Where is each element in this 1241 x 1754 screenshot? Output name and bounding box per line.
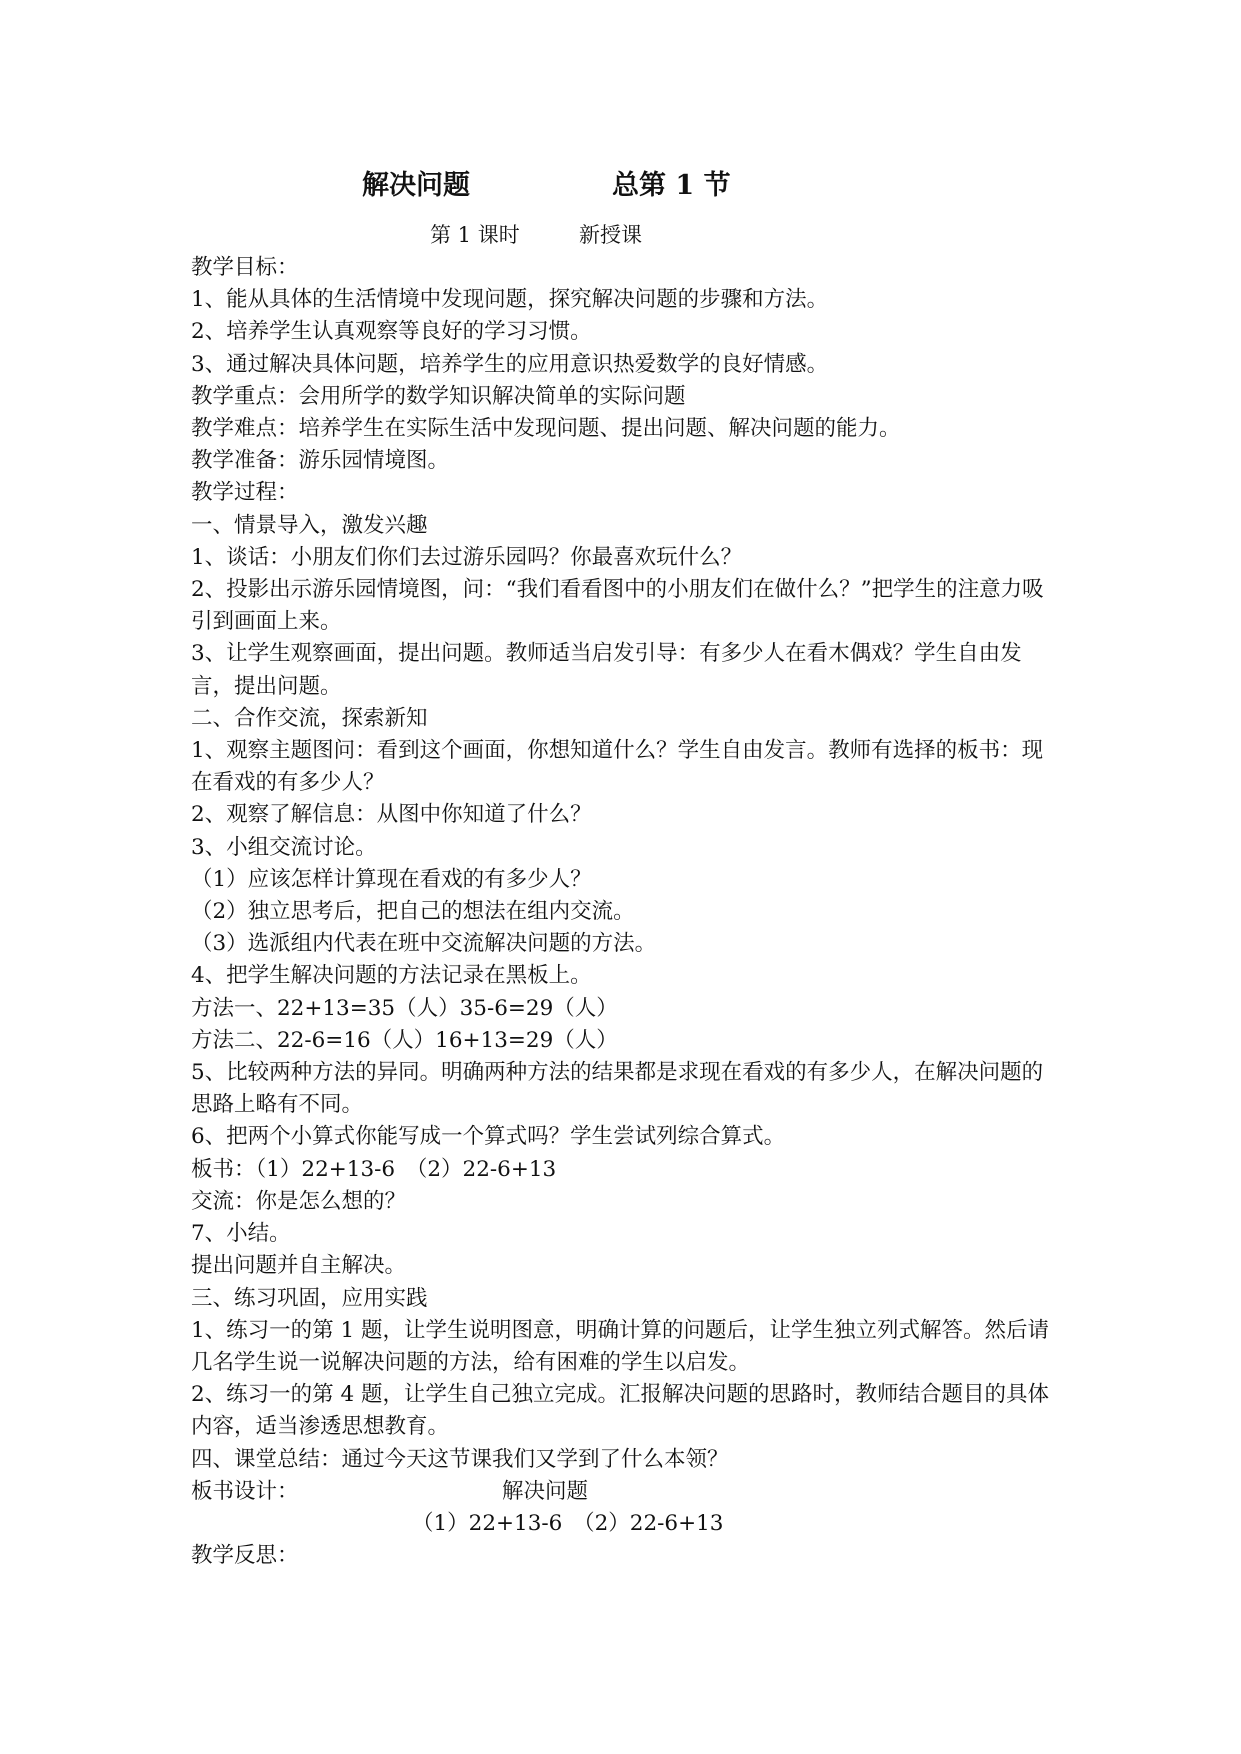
board-design-formulas: （1）22+13-6 （2）22-6+13: [412, 1510, 724, 1536]
method-line: 方法一、22+13=35（人）35-6=29（人）: [191, 995, 618, 1021]
section-item: 1、谈话：小朋友们你们去过游乐园吗？你最喜欢玩什么？: [191, 544, 743, 570]
difficult-point: 教学难点：培养学生在实际生活中发现问题、提出问题、解决问题的能力。: [191, 416, 901, 442]
process-heading: 教学过程：: [191, 480, 299, 506]
page-title: 解决问题: [362, 170, 470, 201]
preparation: 教学准备：游乐园情境图。: [191, 448, 450, 474]
objectives-heading: 教学目标：: [191, 255, 299, 280]
objective-item: 2、培养学生认真观察等良好的学习习惯。: [191, 319, 592, 345]
reflection-heading: 教学反思：: [191, 1543, 299, 1569]
lesson-type: 新授课: [579, 223, 642, 247]
lesson-number: 总第 1 节: [612, 170, 731, 201]
sub-item: （1）应该怎样计算现在看戏的有多少人？: [191, 866, 592, 892]
section-item: 1、观察主题图问：看到这个画面，你想知道什么？学生自由发言。教师有选择的板书：现在看戏的有多少人？: [191, 738, 1044, 796]
objective-item: 3、通过解决具体问题，培养学生的应用意识热爱数学的良好情感。: [191, 351, 829, 377]
section-heading: 三、练习巩固，应用实践: [191, 1285, 428, 1311]
key-point: 教学重点：会用所学的数学知识解决简单的实际问题: [191, 383, 686, 409]
title-row: [0, 163, 1241, 203]
section-heading: 一、情景导入，激发兴趣: [191, 512, 428, 538]
sub-item: （3）选派组内代表在班中交流解决问题的方法。: [191, 931, 657, 957]
objective-item: 1、能从具体的生活情境中发现问题，探究解决问题的步骤和方法。: [191, 287, 829, 313]
document-body: [191, 252, 1063, 1572]
method-line: 方法二、22-6=16（人）16+13=29（人）: [191, 1027, 618, 1053]
class-period: 第 1 课时: [430, 223, 520, 247]
section-item: 交流：你是怎么想的？: [191, 1188, 407, 1214]
board-line: 板书：（1）22+13-6 （2）22-6+13: [191, 1156, 557, 1182]
section-heading: 二、合作交流，探索新知: [191, 705, 428, 731]
section-item: 5、比较两种方法的异同。明确两种方法的结果都是求现在看戏的有多少人，在解决问题的思路上略有不同。: [191, 1060, 1044, 1118]
section-item: 3、小组交流讨论。: [191, 834, 377, 860]
board-design-title: 解决问题: [502, 1478, 589, 1504]
section-item: 提出问题并自主解决。: [191, 1253, 407, 1279]
section-item: 2、投影出示游乐园情境图，问：“我们看看图中的小朋友们在做什么？”把学生的注意力吸引到画面上来。: [191, 577, 1044, 635]
sub-item: （2）独立思考后，把自己的想法在组内交流。: [191, 899, 635, 925]
section-item: 2、观察了解信息：从图中你知道了什么？: [191, 802, 592, 828]
section-item: 3、让学生观察画面，提出问题。教师适当启发引导：有多少人在看木偶戏？学生自由发言，提出问题。: [191, 641, 1022, 699]
section-item: 1、练习一的第 1 题，让学生说明图意，明确计算的问题后，让学生独立列式解答。然后请几名学生说一说解决问题的方法，给有困难的学生以启发。: [191, 1317, 1050, 1375]
section-item: 4、把学生解决问题的方法记录在黑板上。: [191, 963, 592, 989]
section-item: 7、小结。: [191, 1221, 291, 1247]
board-design-formulas-row: [191, 1508, 1063, 1540]
board-design-row: [191, 1476, 1063, 1508]
board-design-label: 板书设计：: [191, 1478, 299, 1504]
section-item: 6、把两个小算式你能写成一个算式吗？学生尝试列综合算式。: [191, 1124, 786, 1150]
section-item: 2、练习一的第 4 题，让学生自己独立完成。汇报解决问题的思路时，教师结合题目的具体内容，适当渗透思想教育。: [191, 1382, 1050, 1440]
section-heading: 四、课堂总结：通过今天这节课我们又学到了什么本领？: [191, 1446, 729, 1472]
